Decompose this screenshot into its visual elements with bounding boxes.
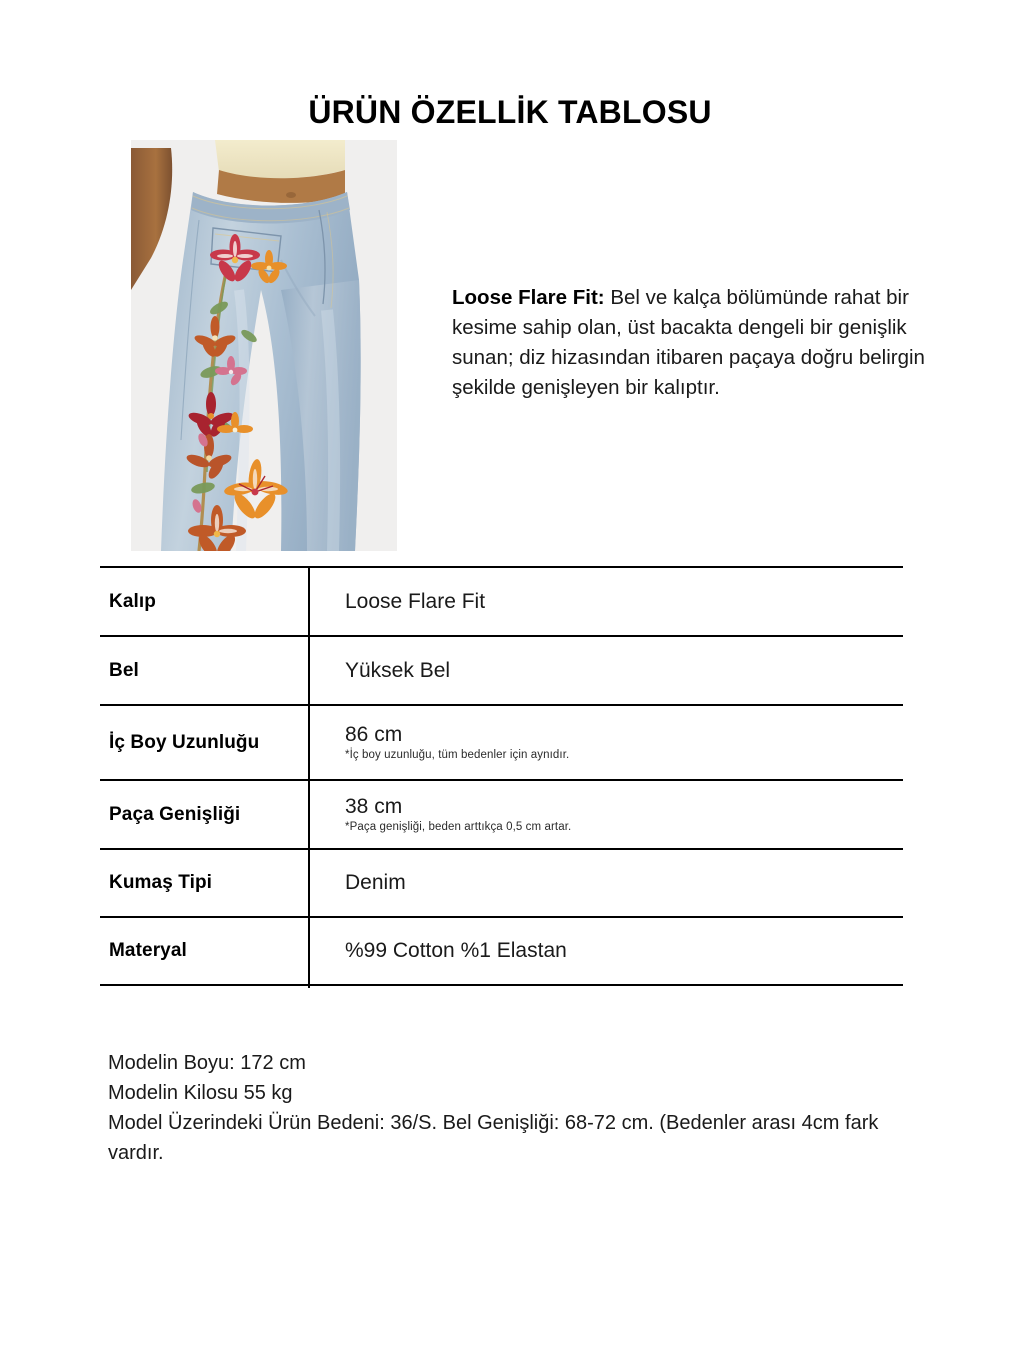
model-weight-note: Modelin Kilosu 55 kg [108,1082,293,1104]
table-row [100,916,903,986]
spec-value [308,590,903,614]
table-row [100,566,903,635]
table-row [100,848,903,916]
spec-value-text: 86 cm [345,722,403,746]
page-title: ÜRÜN ÖZELLİK TABLOSU [308,94,712,130]
spec-label: Paça Genişliği [109,803,241,825]
spec-value [308,723,903,763]
spec-label: Kumaş Tipi [109,872,213,893]
table-row [100,779,903,848]
spec-label: Bel [109,659,139,681]
specification-table [100,566,903,986]
description-body: Bel ve kalça bölümünde rahat bir kesime sahip olan, üst bacakta dengeli bir genişlik sunan; diz hizasından itibaren paçaya doğru belirgin şekilde genişleyen bir kalıptır. [452,285,925,399]
product-description [452,283,938,403]
spec-label: Materyal [109,940,187,961]
spec-value-text: Denim [345,871,406,894]
spec-value-text: 38 cm [345,794,403,818]
model-size-note: Model Üzerindeki Ürün Bedeni: 36/S. Bel Genişliği: 68-72 cm. (Bedenler arası 4cm fark vardır. [108,1112,879,1164]
spec-value [308,795,903,835]
product-photo-illustration [131,140,397,551]
model-height-note: Modelin Boyu: 172 cm [108,1052,306,1074]
description-lead: Loose Flare Fit: [452,285,605,309]
spec-value [308,659,903,683]
spec-value-text: %99 Cotton %1 Elastan [345,939,567,962]
spec-note: *Paça genişliği, beden arttıkça 0,5 cm artar. [345,820,572,833]
model-info-notes [108,1048,908,1168]
table-row [100,704,903,779]
spec-label: İç Boy Uzunluğu [109,731,260,753]
spec-value [308,871,903,895]
spec-value-text: Loose Flare Fit [345,589,486,613]
table-row [100,635,903,704]
spec-value-text: Yüksek Bel [345,658,451,682]
spec-value [308,939,903,963]
spec-note: *İç boy uzunluğu, tüm bedenler için aynıdır. [345,748,570,761]
product-photo [131,140,397,551]
spec-label: Kalıp [109,590,156,612]
